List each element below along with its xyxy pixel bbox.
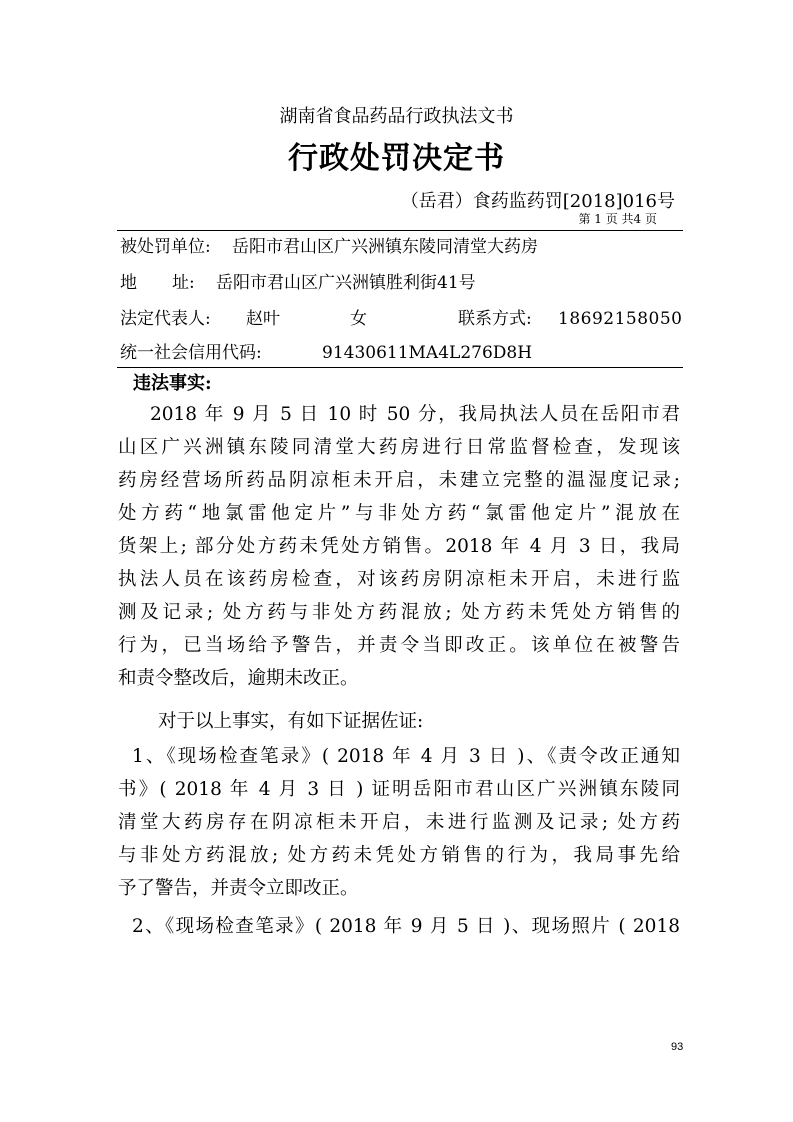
facts-line: 货架上; 部分处方药未凭处方销售。2018 年 4 月 3 日，我局: [118, 536, 680, 557]
document-title: 行政处罚决定书: [288, 141, 505, 176]
credit-code-label: 统一社会信用代码:: [120, 343, 262, 363]
facts-line: 测及记录; 处方药与非处方药混放; 处方药未凭处方销售的: [118, 602, 680, 623]
evidence-item-1-line: 与非处方药混放; 处方药未凭处方销售的行为，我局事先给: [118, 845, 680, 866]
address-label-start: 地: [120, 273, 137, 293]
facts-heading: 违法事实:: [133, 373, 212, 394]
organization-title: 湖南省食品药品行政执法文书: [279, 106, 514, 127]
evidence-item-1-line: 予了警告，并责令立即改正。: [118, 878, 359, 899]
info-divider: [117, 367, 683, 368]
facts-line: 执法人员在该药房检查，对该药房阴凉柜未开启，未进行监: [118, 569, 680, 590]
facts-line: 山区广兴洲镇东陵同清堂大药房进行日常监督检查，发现该: [118, 437, 680, 458]
evidence-item-1-line: 书》( 2018 年 4 月 3 日 ) 证明岳阳市君山区广兴洲镇东陵同: [118, 779, 680, 800]
representative-name: 赵叶: [246, 309, 280, 329]
address-label-end: 址:: [172, 273, 195, 293]
facts-line: 和责令整改后，逾期未改正。: [118, 668, 359, 689]
top-divider: [117, 230, 683, 231]
contact-value: 18692158050: [558, 309, 683, 329]
page-number: 93: [671, 1041, 684, 1053]
facts-line: 行为，已当场给予警告，并责令当即改正。该单位在被警告: [118, 635, 680, 656]
representative-row: [120, 306, 683, 332]
evidence-item-1-line: 清堂大药房存在阴凉柜未开启，未进行监测及记录; 处方药: [118, 812, 680, 833]
entity-row: [120, 234, 680, 260]
entity-label: 被处罚单位:: [120, 237, 211, 257]
address-row: [120, 270, 680, 296]
document-number: （岳君）食药监药罚[2018]016号: [400, 191, 675, 212]
evidence-item-1-line: 1、《现场检查笔录》( 2018 年 4 月 3 日 )、《责令改正通知: [132, 746, 680, 767]
evidence-item-2-line: 2、《现场检查笔录》( 2018 年 9 月 5 日 )、现场照片 ( 2018: [132, 916, 680, 937]
contact-label: 联系方式:: [458, 309, 532, 329]
facts-line: 2018 年 9 月 5 日 10 时 50 分，我局执法人员在岳阳市君: [150, 404, 680, 425]
evidence-intro: 对于以上事实，有如下证据佐证:: [158, 711, 424, 732]
facts-line: 处方药“地氯雷他定片”与非处方药“氯雷他定片”混放在: [118, 503, 680, 524]
credit-code-value: 91430611MA4L276D8H: [322, 343, 533, 363]
facts-line: 药房经营场所药品阴凉柜未开启，未建立完整的温湿度记录;: [118, 470, 680, 491]
page-indicator: 第 1 页 共4 页: [578, 212, 657, 226]
representative-label: 法定代表人:: [120, 309, 211, 329]
address-value: 岳阳市君山区广兴洲镇胜利街41号: [216, 273, 476, 293]
representative-gender: 女: [350, 309, 367, 329]
entity-value: 岳阳市君山区广兴洲镇东陵同清堂大药房: [232, 237, 538, 257]
credit-code-row: [120, 340, 680, 366]
